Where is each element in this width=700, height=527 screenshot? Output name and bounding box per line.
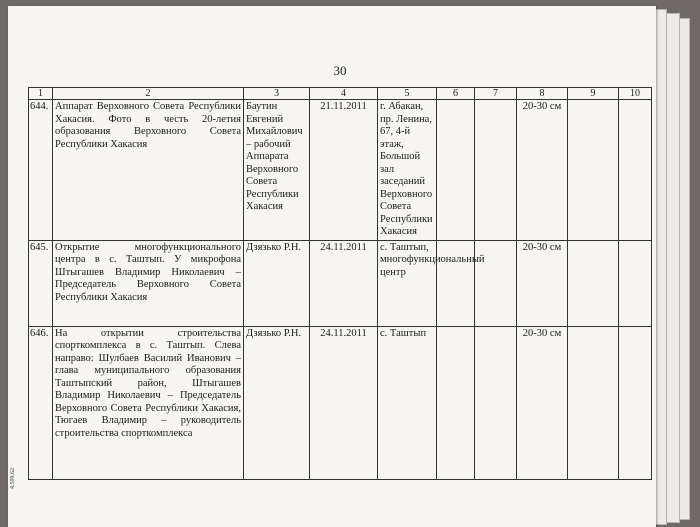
- photo-place: с. Таштып, многофункциональный центр: [378, 240, 437, 326]
- col9-cell: [568, 326, 619, 479]
- photo-date: 24.11.2011: [310, 240, 378, 326]
- row-number: 645.: [29, 240, 53, 326]
- photo-author: Баутин Евгений Михайлович – рабочий Аппарата Верховного Совета Республики Хакасия: [244, 100, 310, 241]
- photo-author: Дзязько Р.Н.: [244, 240, 310, 326]
- col9-cell: [568, 100, 619, 241]
- col6-cell: [437, 100, 475, 241]
- photo-author: Дзязько Р.Н.: [244, 326, 310, 479]
- table-row: [29, 100, 652, 241]
- table-row: [29, 326, 652, 479]
- header-cell: 10: [619, 88, 652, 100]
- header-cell: 9: [568, 88, 619, 100]
- row-number: 646.: [29, 326, 53, 479]
- header-cell: 6: [437, 88, 475, 100]
- table-row: [29, 240, 652, 326]
- photo-title: На открытии строительства спорткомплекса в с. Таштып. Слева направо: Шулбаев Василий Иванович – глава муниципального образования Таштыпский район, Штыгашев Владимир Николаевич – Председатель Верховного Совета Республики Хакасия, Тюгаев Владимир – руководитель строительства спорткомплекса: [53, 326, 244, 479]
- photo-title: Аппарат Верховного Совета Республики Хакасия. Фото в честь 20-летия образования Верховного Совета Республики Хакасия: [53, 100, 244, 241]
- col6-cell: [437, 240, 475, 326]
- col10-cell: [619, 100, 652, 241]
- page-number: 30: [333, 63, 347, 78]
- scan-mark: 4.509.62: [10, 468, 16, 489]
- col9-cell: [568, 240, 619, 326]
- header-cell: 2: [53, 88, 244, 100]
- header-cell: 3: [244, 88, 310, 100]
- row-number: 644.: [29, 100, 53, 241]
- photo-date: 21.11.2011: [310, 100, 378, 241]
- col10-cell: [619, 240, 652, 326]
- header-cell: 1: [29, 88, 53, 100]
- header-cell: 8: [517, 88, 568, 100]
- photo-size: 20-30 см: [517, 240, 568, 326]
- col7-cell: [475, 100, 517, 241]
- catalog-table: [28, 87, 652, 480]
- photo-date: 24.11.2011: [310, 326, 378, 479]
- header-cell: 4: [310, 88, 378, 100]
- header-cell: 7: [475, 88, 517, 100]
- table-header-row: [29, 88, 652, 100]
- photo-place: г. Абакан, пр. Ленина, 67, 4-й этаж, Большой зал заседаний Верховного Совета Республики Хакасия: [378, 100, 437, 241]
- col10-cell: [619, 326, 652, 479]
- header-cell: 5: [378, 88, 437, 100]
- col6-cell: [437, 326, 475, 479]
- photo-size: 20-30 см: [517, 100, 568, 241]
- col7-cell: [475, 240, 517, 326]
- photo-size: 20-30 см: [517, 326, 568, 479]
- col7-cell: [475, 326, 517, 479]
- photo-place: с. Таштып: [378, 326, 437, 479]
- photo-title: Открытие многофункционального центра в с. Таштып. У микрофона Штыгашев Владимир Николаевич – Председатель Верховного Совета Республики Хакасия: [53, 240, 244, 326]
- document-page: [8, 6, 656, 527]
